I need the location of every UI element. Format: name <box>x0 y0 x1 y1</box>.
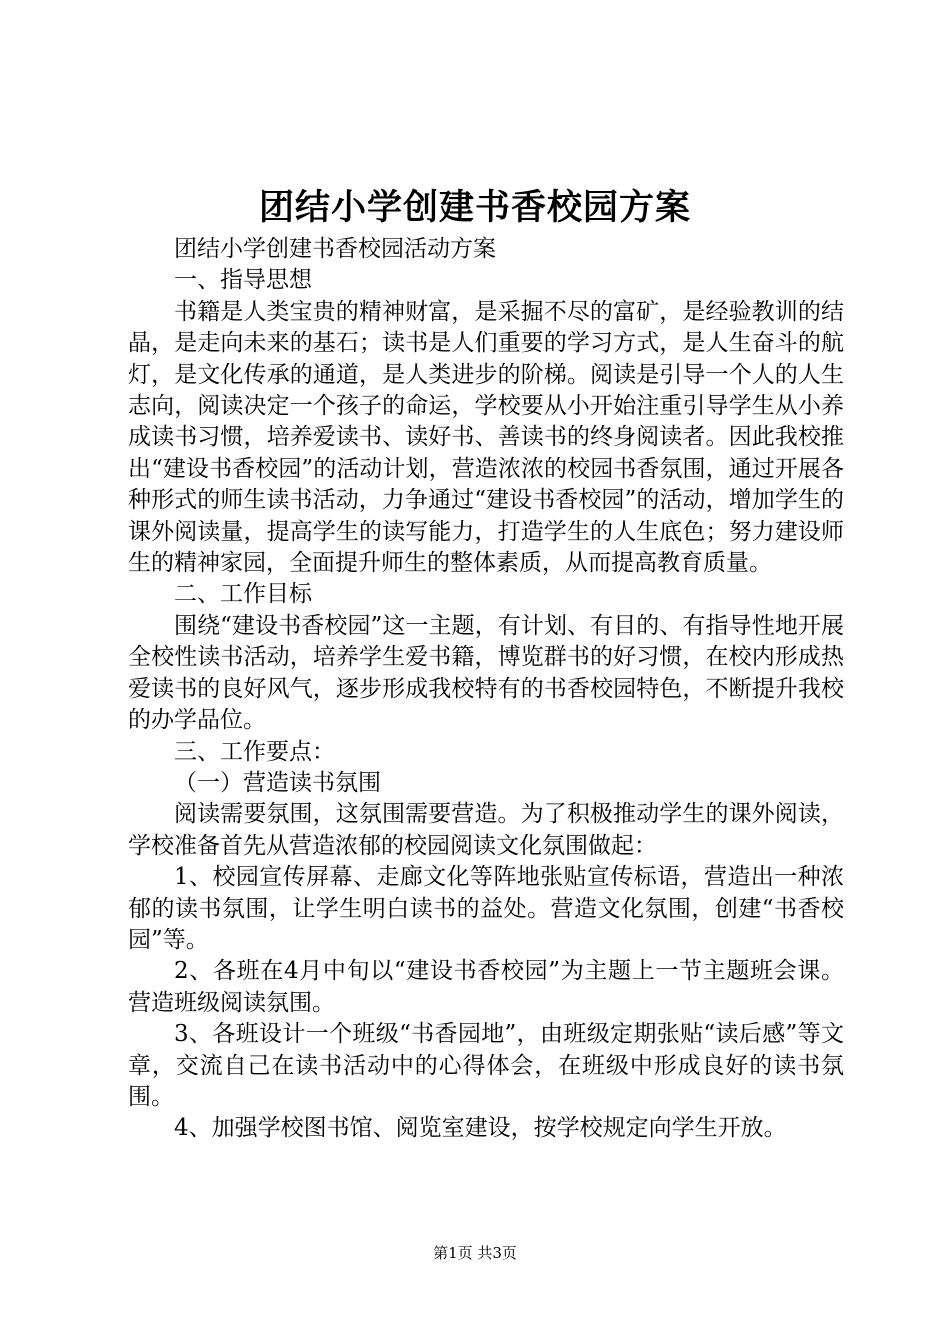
body-paragraph: 阅读需要氛围，这氛围需要营造。为了积极推动学生的课外阅读，学校准备首先从营造浓郁的校园阅读文化氛围做起： <box>128 801 844 859</box>
list-item-4: 4、加强学校图书馆、阅览室建设，按学校规定向学生开放。 <box>174 1115 787 1142</box>
document-body <box>128 234 844 1145</box>
section-heading-work-points: 三、工作要点： <box>174 738 335 765</box>
section-heading-guiding-ideology: 一、指导思想 <box>174 267 312 294</box>
subsection-heading-reading-atmosphere: （一）营造读书氛围 <box>174 769 381 796</box>
document-title: 团结小学创建书香校园方案 <box>258 187 691 228</box>
subtitle-paragraph: 团结小学创建书香校园活动方案 <box>174 236 496 262</box>
list-item-3: 3、各班设计一个班级“书香园地”，由班级定期张贴“读后感”等文章，交流自己在读书活动中的心得体会，在班级中形成良好的读书氛围。 <box>128 1021 844 1110</box>
list-item-1: 1、校园宣传屏幕、走廊文化等阵地张贴宣传标语，营造出一种浓郁的读书氛围，让学生明白读书的益处。营造文化氛围，创建“书香校园”等。 <box>128 864 844 953</box>
page-number-footer: 第1页 共3页 <box>433 1244 517 1262</box>
section-heading-work-goals: 二、工作目标 <box>174 581 312 608</box>
body-paragraph: 围绕“建设书香校园”这一主题，有计划、有目的、有指导性地开展全校性读书活动，培养学生爱书籍，博览群书的好习惯，在校内形成热爱读书的良好风气，逐步形成我校特有的书香校园特色，不断提升我校的办学品位。 <box>128 612 844 734</box>
body-paragraph: 书籍是人类宝贵的精神财富，是采掘不尽的富矿，是经验教训的结晶，是走向未来的基石；读书是人们重要的学习方式，是人生奋斗的航灯，是文化传承的通道，是人类进步的阶梯。阅读是引导一个人的人生志向，阅读决定一个孩子的命运，学校要从小开始注重引导学生从小养成读书习惯，培养爱读书、读好书、善读书的终身阅读者。因此我校推出“建设书香校园”的活动计划，营造浓浓的校园书香氛围，通过开展各种形式的师生读书活动，力争通过“建设书香校园”的活动，增加学生的课外阅读量，提高学生的读写能力，打造学生的人生底色；努力建设师生的精神家园，全面提升师生的整体素质，从而提高教育质量。 <box>128 298 844 577</box>
list-item-2: 2、各班在4月中旬以“建设书香校园”为主题上一节主题班会课。营造班级阅读氛围。 <box>128 958 844 1016</box>
